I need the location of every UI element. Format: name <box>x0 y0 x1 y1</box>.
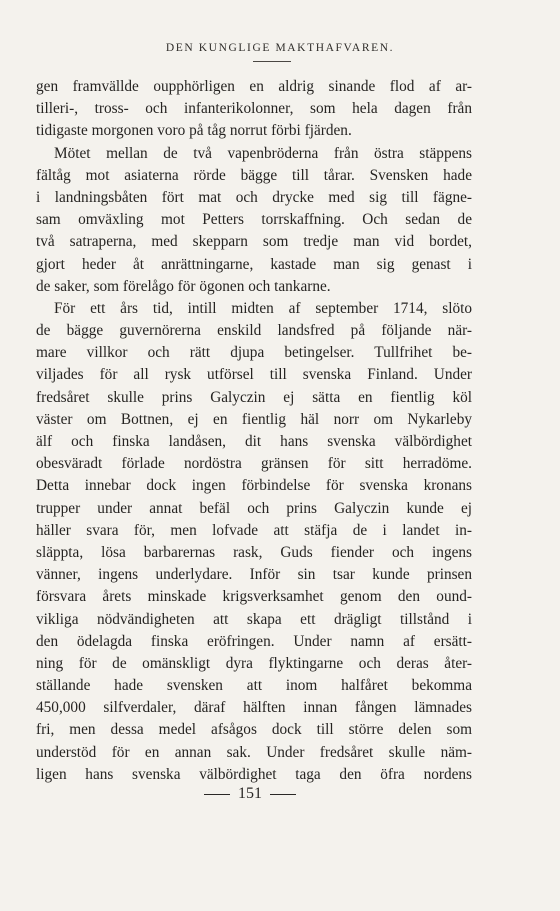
folio-dash-left <box>204 794 230 795</box>
text-line: väster om Bottnen, ej en fientlig häl norr om Nykarleby <box>36 410 472 428</box>
page-footer <box>0 785 500 803</box>
text-line: fältåg mot asiaterna rörde bägge till tårar. Svensken hade <box>36 166 472 184</box>
text-line: de bägge guvernörerna enskild landsfred på följande när- <box>36 322 472 340</box>
text-line: mare villkor och rätt djupa betingelser. Tullfrihet be- <box>36 344 472 362</box>
text-line: vikliga nödvändigheten att skapa ett drägligt tillstånd i <box>36 610 472 628</box>
folio-dash-right <box>270 794 296 795</box>
header-rule <box>253 61 291 62</box>
text-line: två satraperna, med skepparn som tredje man vid bordet, <box>36 233 472 251</box>
running-header: DEN KUNGLIGE MAKTHAFVAREN. <box>165 42 395 54</box>
text-line: Detta innebar dock ingen förbindelse för svenska kronans <box>36 477 472 495</box>
text-line: den ödelagda finska eröfringen. Under namn af ersätt- <box>36 632 472 650</box>
text-line: de saker, som förelågo för ögonen och tankarne. <box>36 277 331 295</box>
text-line: trupper under annat befäl och prins Galyczin kunde ej <box>36 499 472 517</box>
text-line: försvara årets minskade krigsverksamhet genom den ound- <box>36 588 472 606</box>
text-line: 450,000 silfverdaler, däraf hälften innan fången lämnades <box>36 699 472 717</box>
text-line: ligen hans svenska välbördighet taga den öfra nordens <box>36 765 472 783</box>
page-number: 151 <box>238 785 262 802</box>
text-line: ning för de omänskligt dyra flyktingarne och deras åter- <box>36 654 472 672</box>
text-line: understöd för en annan sak. Under fredsåret skulle näm- <box>36 743 472 761</box>
text-line: älf och finska landåsen, dit hans svenska välbördighet <box>36 433 472 450</box>
text-line: vänner, ingens underlydare. Inför sin tsar kunde prinsen <box>36 566 472 584</box>
text-line: fri, men dessa medel afsågos dock till större delen som <box>36 721 472 739</box>
text-line: gjort heder åt anrättningarne, kastade man sig genast i <box>36 255 472 273</box>
text-line: tilleri-, tross- och infanterikolonner, som hela dagen från <box>36 100 472 118</box>
text-line: fredsåret skulle prins Galyczin ej sätta en fientlig köl <box>36 388 472 406</box>
text-line: sam omväxling mot Petters torrskaffning. Och sedan de <box>36 211 472 229</box>
text-line: Mötet mellan de två vapenbröderna från östra stäppens <box>54 144 472 162</box>
text-line: häller svara för, men lofvade att stäfja de i landet in- <box>36 521 472 539</box>
text-line: gen framvällde oupphörligen en aldrig sinande flod af ar- <box>36 78 472 95</box>
text-line: viljades för all rysk utförsel till svenska Finland. Under <box>36 366 472 384</box>
text-line: ställande hade svensken att inom halfåret bekomma <box>36 677 472 695</box>
body-text <box>36 76 472 786</box>
text-line: släppta, lösa barbarernas rask, Guds fiender och ingens <box>36 543 472 561</box>
text-line: tidigaste morgonen voro på tåg norrut förbi fjärden. <box>36 122 352 140</box>
text-line: i landningsbåten fört mat och drycke med sig till fägne- <box>36 188 472 206</box>
text-line: obesväradt förlade nordöstra gränsen för sitt herradöme. <box>36 455 472 473</box>
text-line: För ett års tid, intill midten af september 1714, slöto <box>54 299 472 317</box>
